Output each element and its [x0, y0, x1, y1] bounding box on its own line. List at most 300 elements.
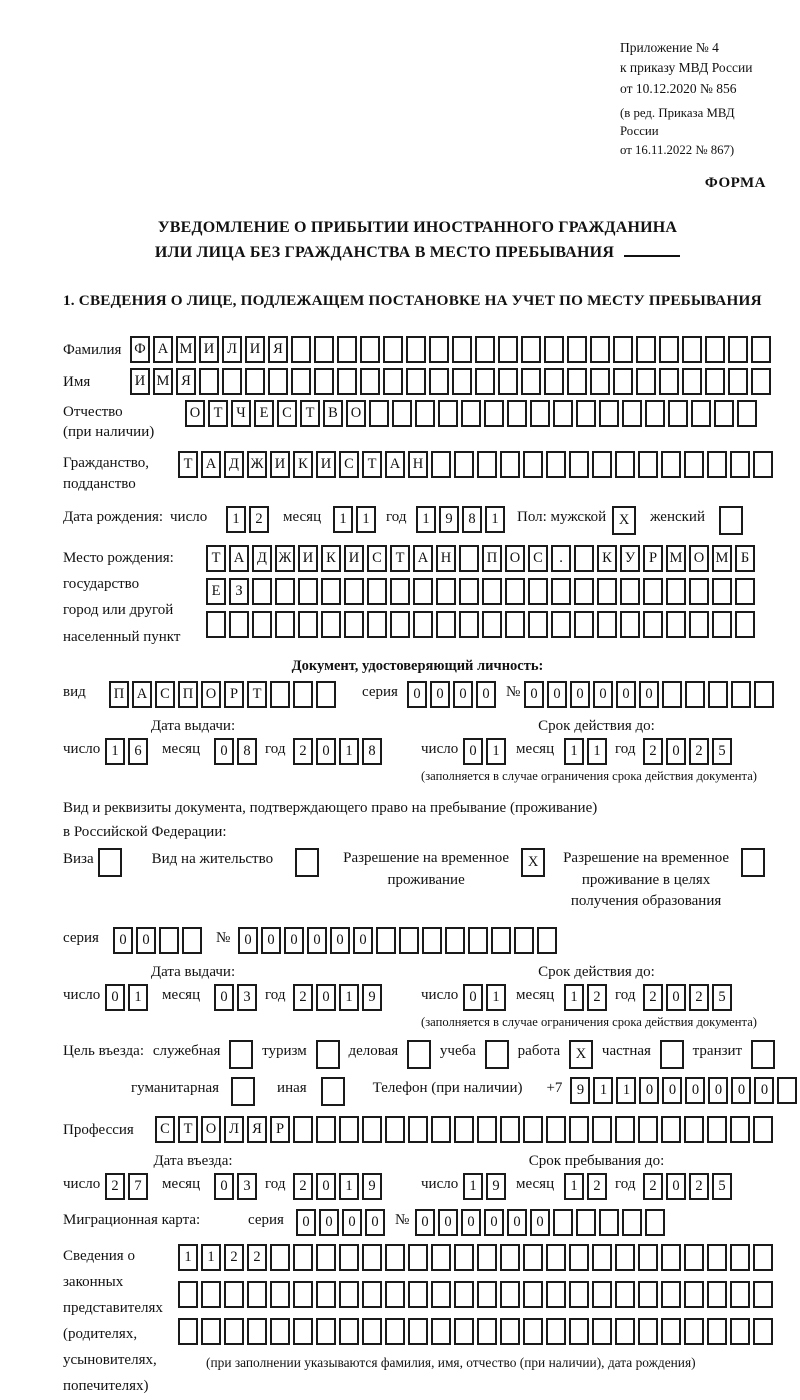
- form-cell[interactable]: [459, 578, 479, 605]
- form-cell[interactable]: [459, 545, 479, 572]
- form-cell[interactable]: [431, 1244, 451, 1271]
- form-cell[interactable]: [599, 1209, 619, 1236]
- form-cell[interactable]: К: [597, 545, 617, 572]
- form-cell[interactable]: [415, 400, 435, 427]
- form-cell[interactable]: [544, 368, 564, 395]
- form-cell[interactable]: [477, 1244, 497, 1271]
- form-cell[interactable]: 9: [570, 1077, 590, 1104]
- form-cell[interactable]: [753, 1318, 773, 1345]
- form-cell[interactable]: [546, 1244, 566, 1271]
- form-cell[interactable]: [316, 1244, 336, 1271]
- form-cell[interactable]: [482, 611, 502, 638]
- form-cell[interactable]: [592, 1281, 612, 1308]
- form-cell[interactable]: И: [270, 451, 290, 478]
- form-cell[interactable]: Е: [254, 400, 274, 427]
- form-cell[interactable]: Е: [206, 578, 226, 605]
- form-cell[interactable]: К: [321, 545, 341, 572]
- form-cell[interactable]: [638, 1281, 658, 1308]
- form-cell[interactable]: 2: [587, 1173, 607, 1200]
- form-cell[interactable]: 2: [689, 1173, 709, 1200]
- form-cell[interactable]: [643, 611, 663, 638]
- form-cell[interactable]: 0: [685, 1077, 705, 1104]
- form-cell[interactable]: 0: [453, 681, 473, 708]
- form-cell[interactable]: [321, 1077, 345, 1106]
- form-cell[interactable]: 2: [689, 738, 709, 765]
- form-cell[interactable]: Ж: [247, 451, 267, 478]
- form-cell[interactable]: [399, 927, 419, 954]
- form-cell[interactable]: [685, 681, 705, 708]
- form-cell[interactable]: 9: [439, 506, 459, 533]
- form-cell[interactable]: 0: [316, 984, 336, 1011]
- form-cell[interactable]: И: [245, 336, 265, 363]
- form-cell[interactable]: [666, 578, 686, 605]
- form-cell[interactable]: [360, 368, 380, 395]
- form-cell[interactable]: 0: [238, 927, 258, 954]
- form-cell[interactable]: [638, 1116, 658, 1143]
- form-cell[interactable]: Т: [208, 400, 228, 427]
- form-cell[interactable]: [270, 1318, 290, 1345]
- form-cell[interactable]: [314, 368, 334, 395]
- form-cell[interactable]: 1: [178, 1244, 198, 1271]
- form-cell[interactable]: [337, 368, 357, 395]
- form-cell[interactable]: Б: [735, 545, 755, 572]
- form-cell[interactable]: 2: [293, 1173, 313, 1200]
- form-cell[interactable]: 0: [214, 738, 234, 765]
- form-cell[interactable]: 0: [214, 984, 234, 1011]
- form-cell[interactable]: [638, 1244, 658, 1271]
- form-cell[interactable]: [551, 578, 571, 605]
- form-cell[interactable]: 1: [486, 738, 506, 765]
- form-cell[interactable]: 0: [307, 927, 327, 954]
- form-cell[interactable]: С: [277, 400, 297, 427]
- form-cell[interactable]: [500, 451, 520, 478]
- form-cell[interactable]: [707, 1244, 727, 1271]
- form-cell[interactable]: [295, 848, 319, 877]
- form-cell[interactable]: 0: [547, 681, 567, 708]
- form-cell[interactable]: [498, 368, 518, 395]
- form-cell[interactable]: [737, 400, 757, 427]
- form-cell[interactable]: 5: [712, 738, 732, 765]
- form-cell[interactable]: 8: [462, 506, 482, 533]
- form-cell[interactable]: [705, 336, 725, 363]
- form-cell[interactable]: 1: [593, 1077, 613, 1104]
- form-cell[interactable]: 1: [333, 506, 353, 533]
- form-cell[interactable]: [707, 1281, 727, 1308]
- form-cell[interactable]: [392, 400, 412, 427]
- form-cell[interactable]: [298, 578, 318, 605]
- form-cell[interactable]: О: [201, 1116, 221, 1143]
- form-cell[interactable]: П: [482, 545, 502, 572]
- form-cell[interactable]: [753, 1116, 773, 1143]
- form-cell[interactable]: [362, 1116, 382, 1143]
- form-cell[interactable]: [753, 451, 773, 478]
- form-cell[interactable]: А: [413, 545, 433, 572]
- form-cell[interactable]: 1: [564, 1173, 584, 1200]
- form-cell[interactable]: [452, 336, 472, 363]
- form-cell[interactable]: [636, 368, 656, 395]
- form-cell[interactable]: А: [201, 451, 221, 478]
- form-cell[interactable]: [613, 336, 633, 363]
- form-cell[interactable]: 2: [293, 738, 313, 765]
- form-cell[interactable]: [293, 681, 313, 708]
- form-cell[interactable]: [385, 1116, 405, 1143]
- form-cell[interactable]: В: [323, 400, 343, 427]
- form-cell[interactable]: [293, 1318, 313, 1345]
- form-cell[interactable]: [712, 578, 732, 605]
- form-cell[interactable]: [505, 578, 525, 605]
- form-cell[interactable]: Т: [390, 545, 410, 572]
- form-cell[interactable]: [615, 1281, 635, 1308]
- form-cell[interactable]: 7: [128, 1173, 148, 1200]
- form-cell[interactable]: З: [229, 578, 249, 605]
- form-cell[interactable]: П: [109, 681, 129, 708]
- form-cell[interactable]: У: [620, 545, 640, 572]
- form-cell[interactable]: [206, 611, 226, 638]
- form-cell[interactable]: [337, 336, 357, 363]
- form-cell[interactable]: [615, 1244, 635, 1271]
- form-cell[interactable]: [569, 1116, 589, 1143]
- form-cell[interactable]: О: [201, 681, 221, 708]
- form-cell[interactable]: [362, 1244, 382, 1271]
- form-cell[interactable]: О: [185, 400, 205, 427]
- form-cell[interactable]: 0: [570, 681, 590, 708]
- form-cell[interactable]: [500, 1318, 520, 1345]
- form-cell[interactable]: [477, 1116, 497, 1143]
- form-cell[interactable]: 0: [407, 681, 427, 708]
- form-cell[interactable]: [199, 368, 219, 395]
- form-cell[interactable]: 0: [666, 1173, 686, 1200]
- form-cell[interactable]: Р: [643, 545, 663, 572]
- form-cell[interactable]: [293, 1281, 313, 1308]
- form-cell[interactable]: Я: [247, 1116, 267, 1143]
- form-cell[interactable]: [222, 368, 242, 395]
- form-cell[interactable]: [730, 1244, 750, 1271]
- form-cell[interactable]: [530, 400, 550, 427]
- form-cell[interactable]: [682, 368, 702, 395]
- form-cell[interactable]: [569, 1318, 589, 1345]
- form-cell[interactable]: 1: [564, 984, 584, 1011]
- form-cell[interactable]: О: [689, 545, 709, 572]
- form-cell[interactable]: [429, 368, 449, 395]
- form-cell[interactable]: [429, 336, 449, 363]
- form-cell[interactable]: [691, 400, 711, 427]
- form-cell[interactable]: И: [199, 336, 219, 363]
- form-cell[interactable]: [590, 336, 610, 363]
- form-cell[interactable]: 0: [105, 984, 125, 1011]
- form-cell[interactable]: [592, 451, 612, 478]
- form-cell[interactable]: М: [153, 368, 173, 395]
- form-cell[interactable]: [477, 1281, 497, 1308]
- form-cell[interactable]: [247, 1281, 267, 1308]
- form-cell[interactable]: 2: [643, 1173, 663, 1200]
- form-cell[interactable]: С: [155, 1116, 175, 1143]
- form-cell[interactable]: [436, 578, 456, 605]
- form-cell[interactable]: [613, 368, 633, 395]
- form-cell[interactable]: [735, 611, 755, 638]
- form-cell[interactable]: 9: [486, 1173, 506, 1200]
- form-cell[interactable]: [408, 1244, 428, 1271]
- form-cell[interactable]: 0: [484, 1209, 504, 1236]
- form-cell[interactable]: [407, 1040, 431, 1069]
- form-cell[interactable]: [314, 336, 334, 363]
- form-cell[interactable]: [390, 578, 410, 605]
- form-cell[interactable]: 5: [712, 984, 732, 1011]
- form-cell[interactable]: 0: [342, 1209, 362, 1236]
- form-cell[interactable]: [668, 400, 688, 427]
- form-cell[interactable]: [454, 1281, 474, 1308]
- form-cell[interactable]: [643, 578, 663, 605]
- form-cell[interactable]: [339, 1244, 359, 1271]
- form-cell[interactable]: К: [293, 451, 313, 478]
- form-cell[interactable]: М: [712, 545, 732, 572]
- form-cell[interactable]: 0: [316, 1173, 336, 1200]
- form-cell[interactable]: [592, 1116, 612, 1143]
- form-cell[interactable]: [344, 611, 364, 638]
- form-cell[interactable]: [689, 611, 709, 638]
- form-cell[interactable]: 0: [415, 1209, 435, 1236]
- form-cell[interactable]: [576, 1209, 596, 1236]
- form-cell[interactable]: [252, 611, 272, 638]
- form-cell[interactable]: 1: [339, 984, 359, 1011]
- form-cell[interactable]: [645, 1209, 665, 1236]
- form-cell[interactable]: [431, 1318, 451, 1345]
- form-cell[interactable]: [182, 927, 202, 954]
- form-cell[interactable]: X: [521, 848, 545, 877]
- form-cell[interactable]: 0: [476, 681, 496, 708]
- form-cell[interactable]: [661, 1244, 681, 1271]
- form-cell[interactable]: [521, 368, 541, 395]
- form-cell[interactable]: [730, 1318, 750, 1345]
- form-cell[interactable]: 1: [226, 506, 246, 533]
- form-cell[interactable]: 2: [224, 1244, 244, 1271]
- form-cell[interactable]: 1: [201, 1244, 221, 1271]
- form-cell[interactable]: 0: [296, 1209, 316, 1236]
- form-cell[interactable]: 0: [639, 681, 659, 708]
- form-cell[interactable]: А: [385, 451, 405, 478]
- form-cell[interactable]: [684, 451, 704, 478]
- form-cell[interactable]: [229, 611, 249, 638]
- form-cell[interactable]: Д: [224, 451, 244, 478]
- form-cell[interactable]: [475, 368, 495, 395]
- form-cell[interactable]: [406, 368, 426, 395]
- form-cell[interactable]: [270, 681, 290, 708]
- form-cell[interactable]: [730, 451, 750, 478]
- form-cell[interactable]: Т: [178, 1116, 198, 1143]
- form-cell[interactable]: [482, 578, 502, 605]
- form-cell[interactable]: [574, 545, 594, 572]
- form-cell[interactable]: 0: [261, 927, 281, 954]
- form-cell[interactable]: С: [339, 451, 359, 478]
- form-cell[interactable]: [569, 1244, 589, 1271]
- form-cell[interactable]: [459, 611, 479, 638]
- form-cell[interactable]: 0: [284, 927, 304, 954]
- form-cell[interactable]: [523, 1116, 543, 1143]
- form-cell[interactable]: [362, 1281, 382, 1308]
- form-cell[interactable]: [521, 336, 541, 363]
- form-cell[interactable]: [661, 1281, 681, 1308]
- form-cell[interactable]: А: [229, 545, 249, 572]
- form-cell[interactable]: [659, 368, 679, 395]
- form-cell[interactable]: [523, 451, 543, 478]
- form-cell[interactable]: [454, 1244, 474, 1271]
- form-cell[interactable]: 6: [128, 738, 148, 765]
- form-cell[interactable]: [316, 681, 336, 708]
- form-cell[interactable]: 0: [316, 738, 336, 765]
- form-cell[interactable]: [159, 927, 179, 954]
- form-cell[interactable]: 0: [353, 927, 373, 954]
- form-cell[interactable]: 8: [237, 738, 257, 765]
- form-cell[interactable]: [362, 1318, 382, 1345]
- form-cell[interactable]: 5: [712, 1173, 732, 1200]
- form-cell[interactable]: Ф: [130, 336, 150, 363]
- form-cell[interactable]: [638, 1318, 658, 1345]
- form-cell[interactable]: 0: [430, 681, 450, 708]
- form-cell[interactable]: [229, 1040, 253, 1069]
- form-cell[interactable]: 1: [485, 506, 505, 533]
- form-cell[interactable]: [367, 611, 387, 638]
- form-cell[interactable]: Н: [436, 545, 456, 572]
- form-cell[interactable]: [569, 1281, 589, 1308]
- form-cell[interactable]: [376, 927, 396, 954]
- form-cell[interactable]: [705, 368, 725, 395]
- form-cell[interactable]: 1: [128, 984, 148, 1011]
- form-cell[interactable]: [477, 1318, 497, 1345]
- form-cell[interactable]: 2: [105, 1173, 125, 1200]
- form-cell[interactable]: Т: [300, 400, 320, 427]
- form-cell[interactable]: [523, 1318, 543, 1345]
- form-cell[interactable]: 0: [507, 1209, 527, 1236]
- form-cell[interactable]: [316, 1281, 336, 1308]
- form-cell[interactable]: 0: [524, 681, 544, 708]
- form-cell[interactable]: С: [367, 545, 387, 572]
- form-cell[interactable]: 0: [463, 984, 483, 1011]
- form-cell[interactable]: [514, 927, 534, 954]
- form-cell[interactable]: С: [528, 545, 548, 572]
- form-cell[interactable]: [662, 681, 682, 708]
- form-cell[interactable]: [731, 681, 751, 708]
- form-cell[interactable]: 2: [689, 984, 709, 1011]
- form-cell[interactable]: О: [505, 545, 525, 572]
- form-cell[interactable]: [454, 1116, 474, 1143]
- form-cell[interactable]: Р: [270, 1116, 290, 1143]
- form-cell[interactable]: 0: [639, 1077, 659, 1104]
- form-cell[interactable]: 1: [105, 738, 125, 765]
- form-cell[interactable]: 3: [237, 984, 257, 1011]
- form-cell[interactable]: [546, 1281, 566, 1308]
- form-cell[interactable]: 0: [136, 927, 156, 954]
- form-cell[interactable]: [247, 1318, 267, 1345]
- form-cell[interactable]: И: [298, 545, 318, 572]
- form-cell[interactable]: [383, 368, 403, 395]
- form-cell[interactable]: 0: [731, 1077, 751, 1104]
- form-cell[interactable]: [484, 400, 504, 427]
- form-cell[interactable]: М: [176, 336, 196, 363]
- form-cell[interactable]: 0: [461, 1209, 481, 1236]
- form-cell[interactable]: [98, 848, 122, 877]
- form-cell[interactable]: Л: [222, 336, 242, 363]
- form-cell[interactable]: [454, 1318, 474, 1345]
- form-cell[interactable]: [728, 368, 748, 395]
- form-cell[interactable]: [500, 1244, 520, 1271]
- form-cell[interactable]: [270, 1281, 290, 1308]
- form-cell[interactable]: [660, 1040, 684, 1069]
- form-cell[interactable]: [638, 451, 658, 478]
- form-cell[interactable]: [574, 611, 594, 638]
- form-cell[interactable]: [592, 1318, 612, 1345]
- form-cell[interactable]: [754, 681, 774, 708]
- form-cell[interactable]: Т: [247, 681, 267, 708]
- form-cell[interactable]: [383, 336, 403, 363]
- form-cell[interactable]: [708, 681, 728, 708]
- form-cell[interactable]: 1: [339, 738, 359, 765]
- form-cell[interactable]: [553, 1209, 573, 1236]
- form-cell[interactable]: 1: [416, 506, 436, 533]
- form-cell[interactable]: Т: [178, 451, 198, 478]
- form-cell[interactable]: [661, 451, 681, 478]
- form-cell[interactable]: 1: [463, 1173, 483, 1200]
- form-cell[interactable]: [684, 1281, 704, 1308]
- form-cell[interactable]: 0: [530, 1209, 550, 1236]
- form-cell[interactable]: [576, 400, 596, 427]
- form-cell[interactable]: [413, 578, 433, 605]
- form-cell[interactable]: 2: [293, 984, 313, 1011]
- form-cell[interactable]: 0: [214, 1173, 234, 1200]
- form-cell[interactable]: [599, 400, 619, 427]
- form-cell[interactable]: [385, 1244, 405, 1271]
- form-cell[interactable]: 2: [643, 984, 663, 1011]
- form-cell[interactable]: [293, 1116, 313, 1143]
- form-cell[interactable]: [500, 1116, 520, 1143]
- form-cell[interactable]: [751, 336, 771, 363]
- form-cell[interactable]: 0: [330, 927, 350, 954]
- form-cell[interactable]: [339, 1318, 359, 1345]
- form-cell[interactable]: [385, 1318, 405, 1345]
- form-cell[interactable]: [528, 578, 548, 605]
- form-cell[interactable]: [682, 336, 702, 363]
- form-cell[interactable]: [316, 1040, 340, 1069]
- form-cell[interactable]: 0: [666, 984, 686, 1011]
- form-cell[interactable]: [505, 611, 525, 638]
- form-cell[interactable]: [751, 1040, 775, 1069]
- form-cell[interactable]: [252, 578, 272, 605]
- form-cell[interactable]: [707, 1116, 727, 1143]
- form-cell[interactable]: [567, 368, 587, 395]
- form-cell[interactable]: [431, 1281, 451, 1308]
- form-cell[interactable]: [615, 451, 635, 478]
- form-cell[interactable]: [684, 1116, 704, 1143]
- form-cell[interactable]: [438, 400, 458, 427]
- form-cell[interactable]: [753, 1281, 773, 1308]
- form-cell[interactable]: [567, 336, 587, 363]
- form-cell[interactable]: [224, 1281, 244, 1308]
- form-cell[interactable]: [293, 1244, 313, 1271]
- form-cell[interactable]: 0: [616, 681, 636, 708]
- form-cell[interactable]: 1: [564, 738, 584, 765]
- form-cell[interactable]: [597, 611, 617, 638]
- form-cell[interactable]: [523, 1244, 543, 1271]
- form-cell[interactable]: [777, 1077, 797, 1104]
- form-cell[interactable]: [546, 1318, 566, 1345]
- form-cell[interactable]: [408, 1281, 428, 1308]
- form-cell[interactable]: [546, 1116, 566, 1143]
- form-cell[interactable]: [385, 1281, 405, 1308]
- form-cell[interactable]: X: [612, 506, 636, 535]
- form-cell[interactable]: [224, 1318, 244, 1345]
- form-cell[interactable]: А: [132, 681, 152, 708]
- form-cell[interactable]: [553, 400, 573, 427]
- form-cell[interactable]: 1: [616, 1077, 636, 1104]
- form-cell[interactable]: [454, 451, 474, 478]
